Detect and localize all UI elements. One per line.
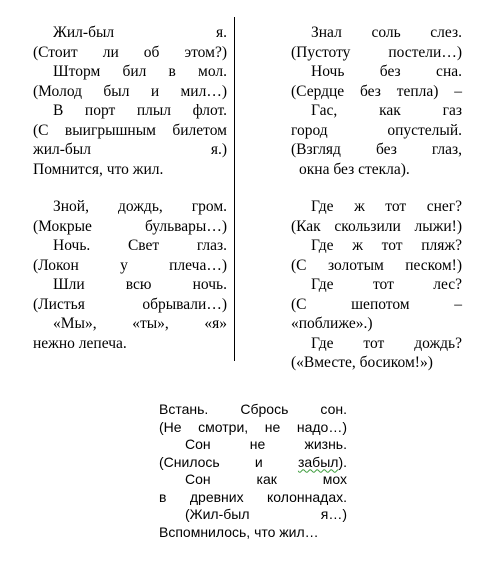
poem-line: (Мокрые бульвары…) [33,217,227,235]
poem-line: (Жил-был я…) [185,506,347,522]
poem-line: жил-был я.) [33,141,227,158]
poem-line: Сон не жизнь. [185,436,347,452]
poem-line: Где ж тот пляж? [311,237,462,254]
poem-line: «Мы», «ты», «я» [53,315,227,332]
poem-line: Ночь без сна. [311,63,462,80]
poem-line: (Сердце без тепла) – [291,82,462,100]
poem-line: Сон как мох [185,471,347,487]
poem-line: Шторм бил в мол. [53,63,227,80]
poem-line: Встань. Сбрось сон. [159,401,347,417]
bottom-stanza [159,401,347,541]
poem-line: Вспомнилось, что жил… [159,523,319,540]
left-column [33,23,227,353]
poem-line: (Как скользили лыжи!) [291,217,462,235]
poem-line: (С золотым песком!) [291,256,462,274]
poem-line: Жил-был я. [53,24,227,41]
poem-line: Где тот дождь? [311,334,462,352]
poem-line: Где тот лес? [311,276,462,293]
poem-line: (Локон у плеча…) [33,256,227,274]
poem-line: Знал соль слез. [311,24,462,41]
column-divider [234,17,235,361]
poem-line: нежно лепеча. [33,334,127,352]
poem-line-with-spellcheck [159,454,347,472]
poem-line: окна без стекла). [299,160,410,178]
poem-text: ). [338,453,347,470]
poem-line: Где ж тот снег? [311,198,462,215]
poem-line: Помнится, что жил. [33,160,164,178]
poem-line: Шли всю ночь. [53,276,227,293]
poem-line: (Листья обрывали…) [33,295,227,313]
poem-line: В порт плыл флот. [53,102,227,119]
stanza-gap [291,179,462,197]
poem-line: «поближе».) [291,315,373,332]
poem-line: (Молод был и мил…) [33,82,227,100]
poem-line: Ночь. Свет глаз. [53,237,227,254]
poem-line: (С выигрышным билетом [33,121,227,139]
poem-line: Зной, дождь, гром. [53,198,227,215]
poem-line: (Взгляд без глаз, [291,141,462,158]
stanza-gap [33,179,227,197]
poem-line: (Стоит ли об этом?) [33,43,227,61]
poem-line: (Не смотри, не надо…) [159,418,347,435]
right-column [291,23,462,373]
poem-line: Гас, как газ [311,102,462,119]
poem-text: (Снилось и [159,453,298,470]
poem-line: (Пустоту постели…) [291,43,462,61]
poem-line: (С шепотом – [291,295,462,313]
spellcheck-underlined-word: забыл [297,453,339,470]
poem-line: город опустелый. [291,121,462,139]
poem-line: («Вместе, босиком!») [291,354,433,371]
poem-line: в древних колоннадах. [159,488,347,505]
